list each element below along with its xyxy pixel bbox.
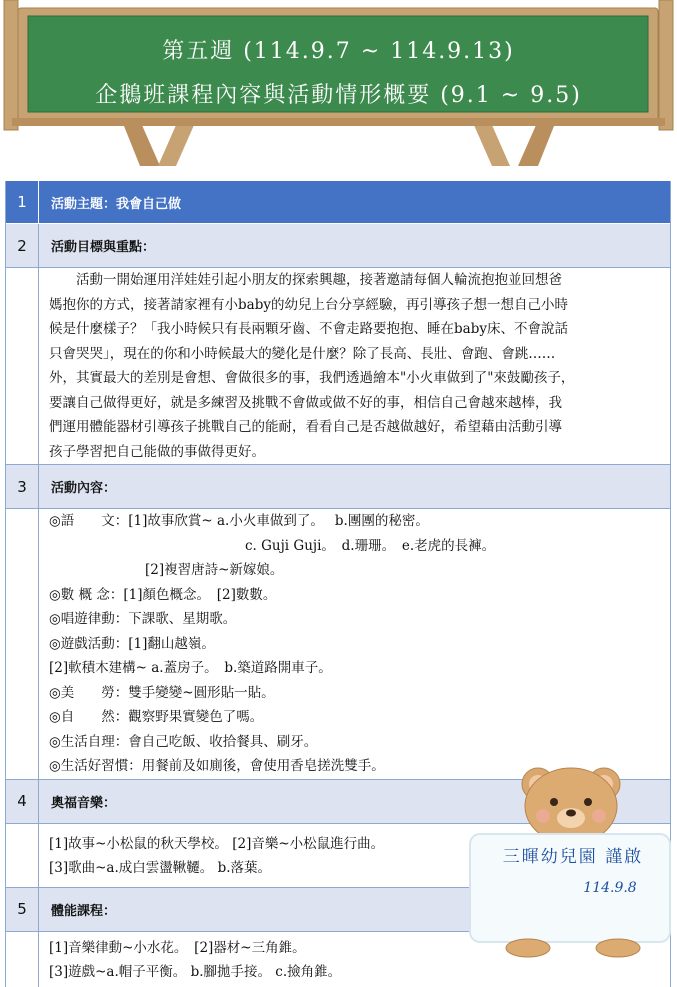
goals-line: 外，其實最大的差別是會想、會做很多的事，我們透過繪本"小火車做到了"來鼓勵孩子， [49, 370, 575, 386]
content-line: ◎數 概 念：[1]顏色概念。 [2]數數。 [49, 586, 277, 603]
goals-line: 孩子學習把自己能做的事做得更好。 [49, 443, 265, 460]
content-line: ◎唱遊律動：下課歌、星期歌。 [49, 611, 237, 627]
content-line: ◎生活好習慣：用餐前及如廁後，會使用香皂搓洗雙手。 [49, 758, 385, 774]
content-line: ◎自 然：觀察野果實變色了嗎。 [49, 709, 264, 725]
row-number: 2 [6, 224, 39, 267]
week-title: 第五週 (114.9.7 ~ 114.9.13) [162, 39, 515, 64]
content-label: 活動內容： [51, 481, 117, 496]
goals-line: 媽抱你的方式，接著請家裡有小baby的幼兒上台分享經驗，再引導孩子想一想自己小時 [49, 296, 568, 313]
row-number: 4 [6, 780, 39, 823]
music-line: [3]歌曲~a.成白雲盪鞦韆。 b.落葉。 [49, 860, 271, 876]
school-signature: 三暉幼兒園 謹啟 [502, 847, 644, 867]
goals-line: 只會哭哭」，現在的你和小時候最大的變化是什麼？除了長高、長壯、會跑、會跳…… [49, 345, 556, 362]
row-number: 1 [6, 181, 39, 223]
theme-label: 活動主題：我會自己做 [51, 196, 182, 212]
pe-line: [1]音樂律動~小水花。 [2]器材~三角錐。 [49, 939, 306, 956]
music-label: 奧福音樂： [51, 795, 117, 811]
row-content-header [6, 465, 670, 509]
class-title: 企鵝班課程內容與活動情形概要 (9.1 ~ 9.5) [95, 83, 582, 108]
pe-line: [3]遊戲~a.帽子平衡。 b.腳拋手接。 c.撿角錐。 [49, 964, 342, 980]
row-number: 5 [6, 888, 39, 931]
content-list [39, 509, 670, 779]
goals-line: 們運用體能器材引導孩子挑戰自己的能耐，看看自己是否越做越好，希望藉由活動引導 [49, 419, 562, 435]
row-theme [6, 181, 670, 224]
pe-label: 體能課程： [51, 903, 117, 919]
goals-paragraph [39, 268, 670, 464]
music-line: [1]故事~小松鼠的秋天學校。 [2]音樂~小松鼠進行曲。 [49, 835, 385, 852]
row-number: 3 [6, 465, 39, 508]
content-line: ◎生活自理：會自己吃飯、收拾餐具、刷牙。 [49, 733, 318, 750]
row-goals-body [6, 268, 670, 465]
signature-date: 114.9.8 [583, 880, 637, 896]
goals-line: 活動一開始運用洋娃娃引起小朋友的探索興趣，接著邀請每個人輪流抱抱並回想爸 [76, 272, 562, 288]
content-line: ◎美 勞：雙手變變~圓形貼一貼。 [49, 684, 275, 701]
content-line: ◎語 文：[1]故事欣賞~ a.小火車做到了。 b.團團的秘密。 [49, 513, 429, 529]
row-goals-header [6, 224, 670, 268]
chalkboard-header [0, 0, 677, 166]
content-line: [2]軟積木建構~ a.蓋房子。 b.築道路開車子。 [49, 660, 332, 676]
goals-line: 要讓自己做得更好，就是多練習及挑戰不會做或做不好的事，相信自己會越來越棒，我 [49, 394, 562, 411]
content-line: ◎遊戲活動：[1]翻山越嶺。 [49, 635, 215, 652]
goals-label: 活動目標與重點： [51, 240, 156, 255]
content-line: c. Guji Guji。 d.珊珊。 e.老虎的長褲。 [245, 537, 496, 554]
row-content-body [6, 509, 670, 780]
goals-line: 候是什麼樣子？「我小時候只有長兩顆牙齒、不會走路要抱抱、睡在baby床、不會說話 [49, 321, 568, 337]
content-line: [2]複習唐詩~新嫁娘。 [145, 562, 284, 578]
